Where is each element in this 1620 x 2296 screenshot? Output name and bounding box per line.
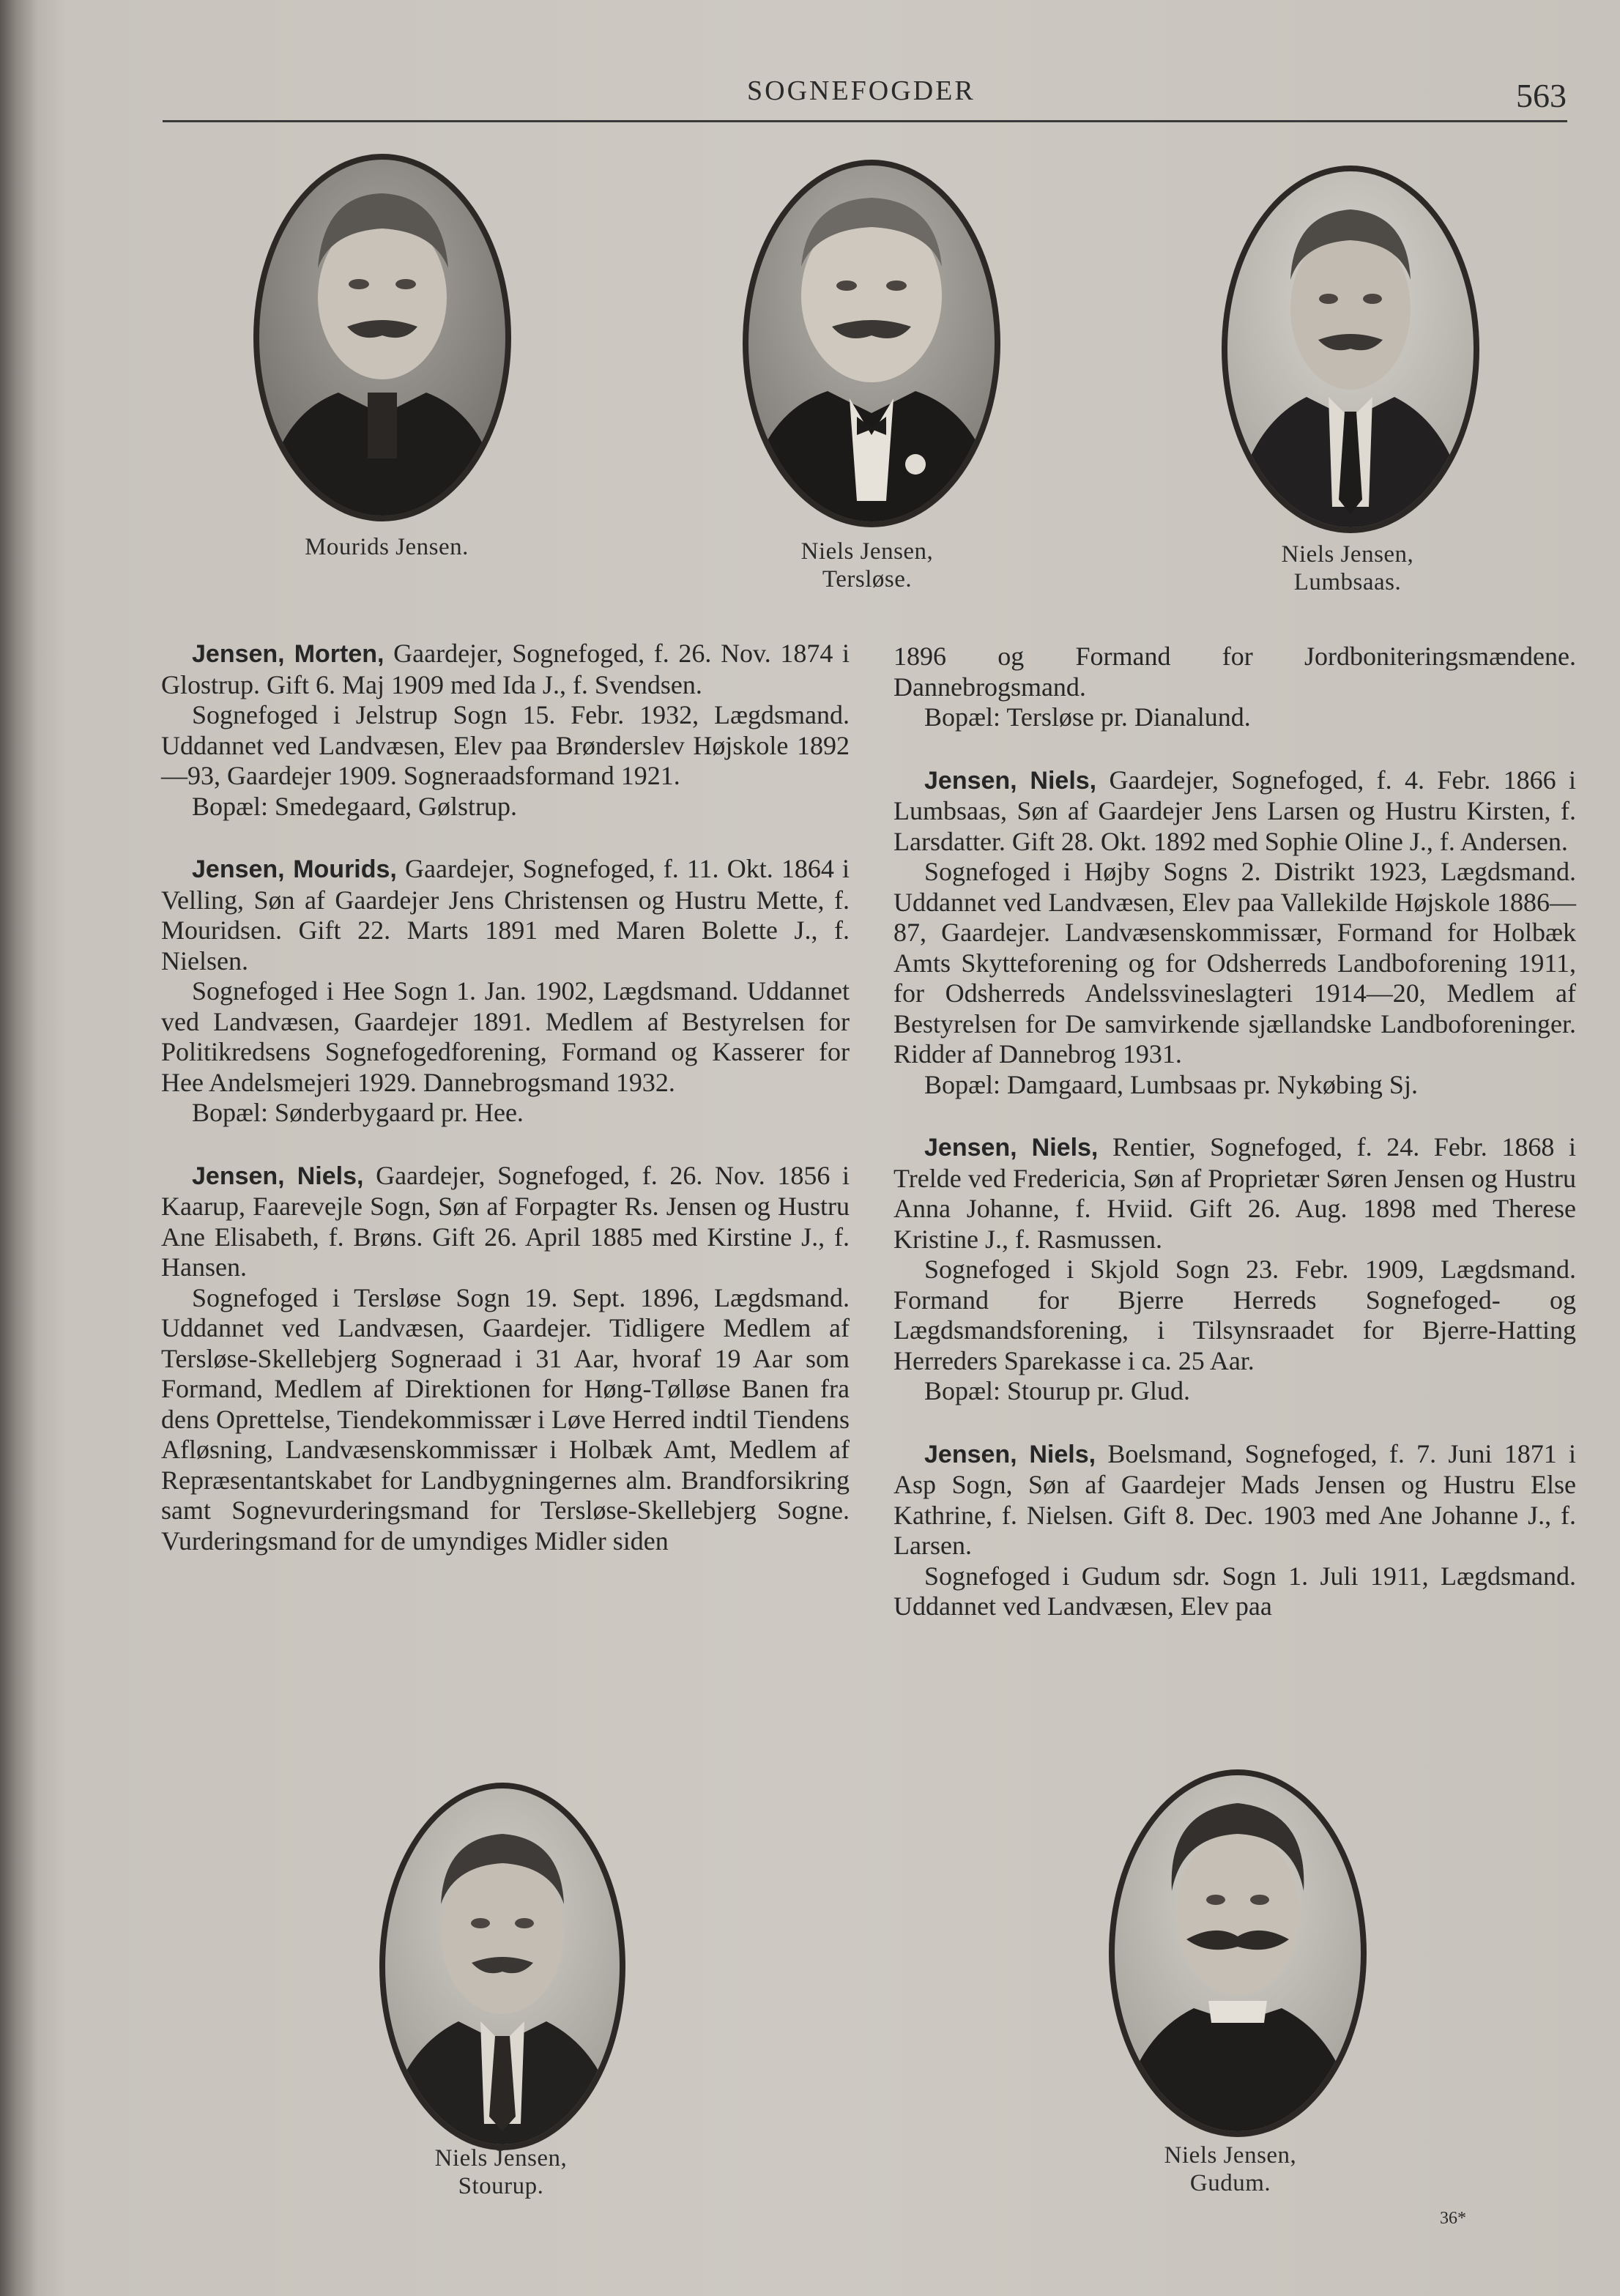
caption-mourids-jensen xyxy=(233,533,540,561)
entry-heading xyxy=(893,1439,1576,1561)
entry-name: Jensen, Niels, xyxy=(924,766,1097,795)
caption-line: Niels Jensen, xyxy=(1281,541,1414,568)
entry-heading xyxy=(893,765,1576,858)
running-head-title: SOGNEFOGDER xyxy=(747,75,976,106)
entry-career: Sognefoged i Højby Sogns 2. Distrikt 1923, Lægdsmand. Uddannet ved Landvæsen, Elev paa Vallekilde Højskole 1886—87, Gaardejer. Landvæsenskommissær, Formand for Holbæk Amts Skytteforening og for Odsherreds Landboforening 1911, for Odsherreds Andelssvineslagteri 1914—20, Medlem af Bestyrelsen for De samvirkende sjællandske Landboforeninger. Ridder af Dannebrog 1931. xyxy=(893,857,1576,1069)
entry-heading xyxy=(893,1132,1576,1255)
entry-bio: Boelsmand, Sognefoged, f. 7. Juni 1871 i Asp Sogn, Søn af Gaardejer Mads Jensen og Hustru Else Kathrine, f. Nielsen. Gift 8. Dec. 1903 med Ane Johanne J., f. Larsen. xyxy=(893,1438,1576,1560)
entry-career: Sognefoged i Skjold Sogn 23. Febr. 1909, Lægdsmand. Formand for Bjerre Herreds Sognefoged- og Lægdsmandsforening, i Tilsynsraadet for Bjerre-Hatting Herreders Sparekasse i ca. 25 Aar. xyxy=(893,1255,1576,1375)
entry-heading xyxy=(161,854,850,976)
entry-bio: Rentier, Sognefoged, f. 24. Febr. 1868 i Trelde ved Fredericia, Søn af Proprietær Søren Jensen og Hustru Anna Johanne, f. Hviid. Gift 26. Aug. 1898 med Therese Kristine J., f. Rasmussen. xyxy=(893,1132,1576,1254)
entry-niels-jensen-gudum xyxy=(893,1439,1576,1622)
caption-niels-jensen-gudum xyxy=(1077,2141,1384,2197)
entry-career: Sognefoged i Tersløse Sogn 19. Sept. 1896, Lægdsmand. Uddannet ved Landvæsen, Gaardejer. Tidligere Medlem af Tersløse-Skellebjerg Sogneraad i 31 Aar, hvoraf 19 Aar som Formand, Medlem af Direktionen for Høng-Tølløse Banen fra dens Oprettelse, Tiendekommissær i Løve Herred indtil Tiendens Afløsning, Landvæsenskommissær i Holbæk Amt, Medlem af Repræsentantskabet for Landbygningernes alm. Brandforsikring samt Sognevurderingsmand for Tersløse-Skellebjerg Sogne. Vurderingsmand for de umyndiges Midler siden xyxy=(161,1282,850,1556)
caption-line: Stourup. xyxy=(458,2173,544,2199)
portrait-mourids-jensen xyxy=(250,151,514,532)
entry-address: Bopæl: Tersløse pr. Dianalund. xyxy=(924,702,1251,732)
entry-heading xyxy=(161,1161,850,1283)
entry-niels-jensen-tersloese xyxy=(161,1161,850,1557)
entry-name: Jensen, Morten, xyxy=(192,640,384,668)
caption-line: Lumbsaas. xyxy=(1293,569,1402,595)
entry-bio: Gaardejer, Sognefoged, f. 11. Okt. 1864 i Velling, Søn af Gaardejer Jens Christensen og Hustru Mette, f. Mouridsen. Gift 22. Marts 1891 med Maren Bolette J., f. Nielsen. xyxy=(161,854,850,976)
caption-line: Niels Jensen, xyxy=(1164,2142,1297,2169)
caption-line: Gudum. xyxy=(1189,2170,1271,2196)
caption-niels-jensen-stourup xyxy=(347,2144,655,2200)
caption-line: Niels Jensen, xyxy=(800,538,934,565)
entry-niels-jensen-lumbsaas xyxy=(893,765,1576,1101)
caption-line: Mourids Jensen. xyxy=(305,534,469,560)
left-column xyxy=(161,639,850,1556)
entry-career: Sognefoged i Jelstrup Sogn 15. Febr. 1932, Lægdsmand. Uddannet ved Landvæsen, Elev paa Brønderslev Højskole 1892—93, Gaardejer 1909. Sogneraadsformand 1921. xyxy=(161,700,850,790)
entry-name: Jensen, Niels, xyxy=(924,1440,1096,1468)
entry-bio: Gaardejer, Sognefoged, f. 26. Nov. 1874 i Glostrup. Gift 6. Maj 1909 med Ida J., f. Svendsen. xyxy=(161,639,850,699)
header-rule xyxy=(163,120,1567,122)
portrait-niels-jensen-lumbsaas xyxy=(1219,163,1482,543)
entry-career: Sognefoged i Hee Sogn 1. Jan. 1902, Lægdsmand. Uddannet ved Landvæsen, Gaardejer 1891. Medlem af Bestyrelsen for Politikredsens Sognefogedforening, Formand og Kasserer for Hee Andelsmejeri 1929. Dannebrogsmand 1932. xyxy=(161,976,850,1097)
entry-niels-jensen-stourup xyxy=(893,1132,1576,1407)
caption-line: Tersløse. xyxy=(822,566,913,592)
portrait-photo-stourup xyxy=(371,1780,634,2153)
portrait-photo-gudum xyxy=(1106,1766,1370,2140)
caption-line: Niels Jensen, xyxy=(434,2145,568,2171)
entry-bio: Gaardejer, Sognefoged, f. 4. Febr. 1866 i Lumbsaas, Søn af Gaardejer Jens Larsen og Hustru Kirsten, f. Larsdatter. Gift 28. Okt. 1892 med Sophie Oline J., f. Andersen. xyxy=(893,765,1576,856)
entry-address: Bopæl: Smedegaard, Gølstrup. xyxy=(192,791,517,821)
entry-heading xyxy=(161,639,850,700)
caption-niels-jensen-lumbsaas xyxy=(1194,540,1501,596)
entry-bio: Gaardejer, Sognefoged, f. 26. Nov. 1856 i Kaarup, Faarevejle Sogn, Søn af Forpagter Rs. Jensen og Hustru Ane Elisabeth, f. Brøns. Gift 26. April 1885 med Kirstine J., f. Hansen. xyxy=(161,1160,850,1282)
entry-name: Jensen, Niels, xyxy=(924,1134,1099,1162)
entry-career: Sognefoged i Gudum sdr. Sogn 1. Juli 1911, Lægdsmand. Uddannet ved Landvæsen, Elev paa xyxy=(893,1561,1576,1621)
entry-address: Bopæl: Sønderbygaard pr. Hee. xyxy=(192,1098,524,1127)
entry-address: Bopæl: Damgaard, Lumbsaas pr. Nykøbing Sj. xyxy=(924,1069,1418,1099)
caption-niels-jensen-tersloese xyxy=(713,538,1021,593)
portrait-niels-jensen-gudum xyxy=(1106,1766,1370,2147)
page-number: 563 xyxy=(1516,77,1567,114)
right-column xyxy=(893,642,1576,1622)
entry-continuation: 1896 og Formand for Jordboniteringsmændene. Dannebrogsmand. xyxy=(893,642,1576,702)
portrait-photo-lumbsaas xyxy=(1219,163,1482,536)
entry-name: Jensen, Mourids, xyxy=(192,855,397,883)
portrait-photo-tersloese xyxy=(740,157,1003,530)
portrait-niels-jensen-tersloese xyxy=(740,157,1003,538)
portrait-photo-mourids xyxy=(250,151,514,524)
entry-niels-jensen-tersloese-continued xyxy=(893,642,1576,733)
entry-morten-jensen xyxy=(161,639,850,822)
portrait-niels-jensen-stourup xyxy=(371,1780,634,2161)
entry-mourids-jensen xyxy=(161,854,850,1129)
signature-mark: 36* xyxy=(1440,2209,1466,2228)
entry-address: Bopæl: Stourup pr. Glud. xyxy=(924,1376,1191,1405)
entry-name: Jensen, Niels, xyxy=(192,1162,364,1190)
running-head xyxy=(0,75,1620,119)
